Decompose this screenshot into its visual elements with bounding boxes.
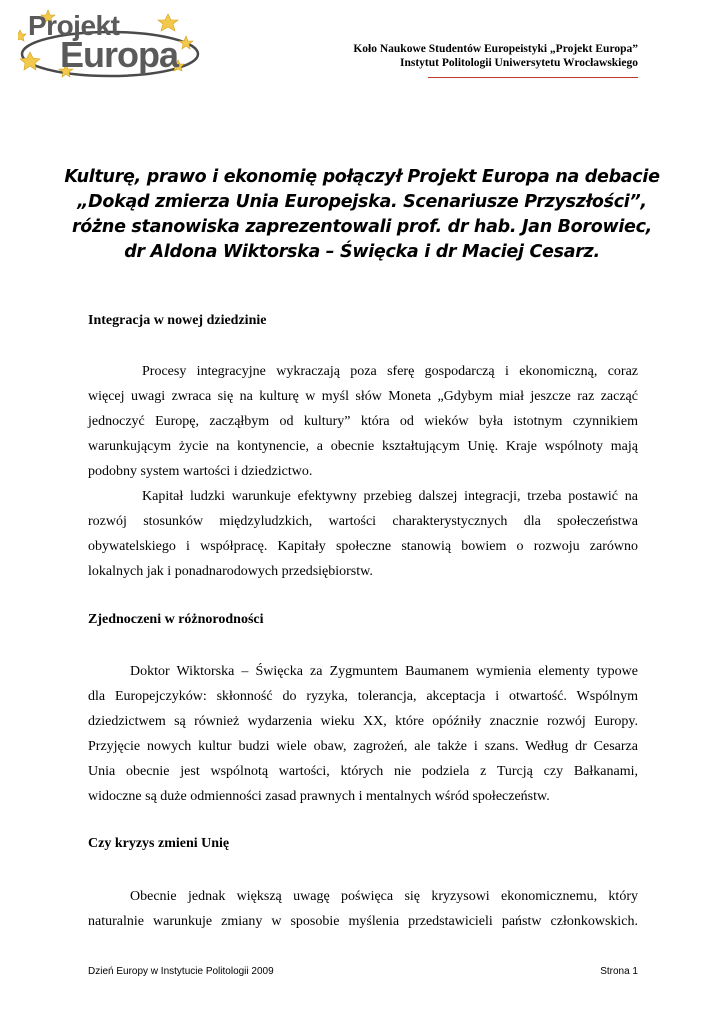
text-line: Procesy integracyjne wykraczają poza sferę gospodarczą i ekonomiczną, coraz — [142, 364, 638, 379]
text-line: warunkującym życie na kontynencie, a obecnie kształtującym Unię. Kraje wspólnoty mają — [88, 439, 638, 454]
logo-text-projekt: Projekt — [28, 10, 120, 41]
section-heading: Zjednoczeni w różnorodności — [88, 612, 264, 627]
text-line: więcej uwagi zwraca się na kulturę w myśl słów Moneta „Gdybym miał jeszcze raz zacząć — [88, 389, 638, 404]
text-line: Kapitał ludzki warunkuje efektywny przebieg dalszej integracji, trzeba postawić na — [142, 489, 638, 504]
text-line: Obecnie jednak większą uwagę poświęca się kryzysowi ekonomicznemu, który — [130, 889, 638, 904]
title-line: różne stanowiska zaprezentowali prof. dr hab. Jan Borowiec, — [71, 217, 653, 237]
text-line: Unia obecnie jest wspólnotą wartości, których nie podziela z Turcją czy Bałkanami, — [88, 764, 638, 779]
paragraph — [88, 659, 638, 809]
text-line: jednoczyć Europę, zacząłbym od kultury” która od wieków była istotnym czynnikiem — [88, 414, 638, 429]
text-line: rozwój stosunków międzyludzkich, wartości charakterystycznych dla społeczeństwa — [88, 514, 638, 529]
paragraph — [88, 359, 638, 484]
logo — [18, 8, 200, 84]
text-line: obywatelskiego i współpracę. Kapitały społeczne stanowią bowiem o rozwoju zarówno — [88, 539, 638, 554]
star-icon — [179, 36, 193, 49]
title-line: „Dokąd zmierza Unia Europejska. Scenariusze Przyszłości”, — [77, 192, 647, 212]
text-line: naturalnie warunkuje zmiany w sposobie myślenia przedstawicieli państw członkowskich. — [88, 914, 638, 929]
star-icon — [18, 30, 26, 41]
text-line: dla Europejczyków: skłonność do ryzyka, tolerancja, akceptacja i otwartość. Wspólnym — [88, 689, 638, 704]
section-heading: Integracja w nowej dziedzinie — [88, 313, 267, 328]
text-line: Doktor Wiktorska – Święcka za Zygmuntem Baumanem wymienia elementy typowe — [130, 664, 638, 679]
header-line-2: Instytut Politologii Uniwersytetu Wrocławskiego — [400, 57, 638, 69]
page-header — [353, 42, 638, 70]
paragraph — [88, 884, 638, 934]
text-line: Przyjęcie nowych kultur budzi wiele obaw, zagrożeń, ale także i szans. Według dr Cesarza — [88, 739, 638, 754]
text-line: dziedzictwem są również wydarzenia wieku XX, które opóźniły znacznie rozwój Europy. — [88, 714, 638, 729]
logo-text-europa: Europa — [60, 34, 179, 75]
section-heading: Czy kryzys zmieni Unię — [88, 836, 230, 851]
article-title — [60, 165, 664, 265]
paragraph — [88, 484, 638, 584]
text-line: podobny system wartości i dziedzictwo. — [88, 464, 313, 479]
footer-event-name: Dzień Europy w Instytucie Politologii 2009 — [88, 966, 274, 977]
text-line: widoczne są duże odmienności zasad prawnych i mentalnych wśród społeczeństw. — [88, 789, 550, 804]
star-icon — [158, 14, 178, 31]
header-line-1: Koło Naukowe Studentów Europeistyki „Projekt Europa” — [353, 43, 638, 55]
title-line: dr Aldona Wiktorska – Święcka i dr Maciej Cesarz. — [124, 242, 600, 262]
title-line: Kulturę, prawo i ekonomię połączył Projekt Europa na debacie — [64, 167, 660, 187]
page-number: Strona 1 — [600, 966, 638, 977]
header-divider — [428, 77, 638, 78]
text-line: lokalnych jak i ponadnarodowych przedsiębiorstw. — [88, 564, 373, 579]
